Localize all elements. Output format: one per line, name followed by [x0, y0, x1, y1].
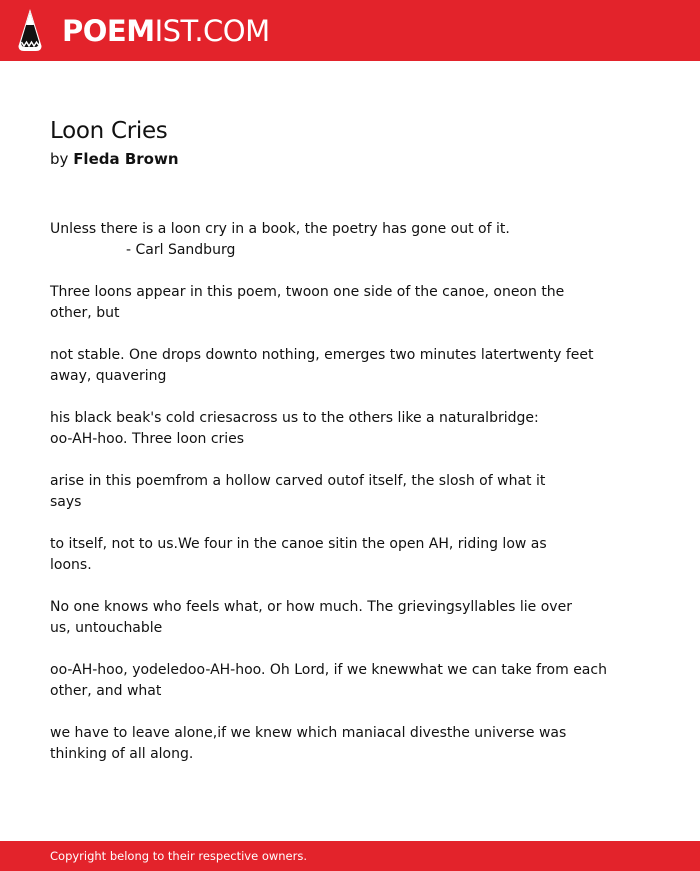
poem-byline [50, 149, 179, 169]
poem-title: Loon Cries [50, 118, 168, 144]
poem-stanza [50, 471, 610, 513]
site-logo[interactable] [62, 12, 270, 50]
poem-stanza [50, 723, 610, 765]
poem-stanza [50, 408, 610, 450]
poem-line: to itself, not to us.We four in the canoe sitin the open AH, riding low as [50, 536, 547, 552]
logo-bold-text: POEM [62, 14, 155, 48]
epigraph-attribution: - Carl Sandburg [126, 242, 236, 258]
poem-line: thinking of all along. [50, 746, 194, 762]
poem-line: us, untouchable [50, 620, 163, 636]
poem-line: other, and what [50, 683, 162, 699]
epigraph-quote: Unless there is a loon cry in a book, the poetry has gone out of it. [50, 221, 510, 237]
poem-line: says [50, 494, 82, 510]
poem-line: Three loons appear in this poem, twoon one side of the canoe, oneon the [50, 284, 565, 300]
by-prefix: by [50, 150, 69, 168]
pencil-icon[interactable] [18, 9, 42, 51]
copyright-notice: Copyright belong to their respective owners. [50, 849, 308, 863]
poem-line: oo-AH-hoo, yodeledoo-AH-hoo. Oh Lord, if we knewwhat we can take from each [50, 662, 607, 678]
poem-stanza [50, 597, 610, 639]
site-header [0, 0, 700, 61]
poem-stanza [50, 660, 610, 702]
poem-line: arise in this poemfrom a hollow carved outof itself, the slosh of what it [50, 473, 546, 489]
logo-light-text: IST.COM [154, 14, 270, 48]
poem-line: away, quavering [50, 368, 167, 384]
poem-line: oo-AH-hoo. Three loon cries [50, 431, 245, 447]
poem-line: we have to leave alone,if we knew which maniacal divesthe universe was [50, 725, 567, 741]
poem-author[interactable]: Fleda Brown [73, 150, 179, 168]
poem-line: other, but [50, 305, 120, 321]
poem-body [50, 219, 610, 765]
poem-stanza [50, 282, 610, 324]
poem-line: loons. [50, 557, 92, 573]
poem-line: No one knows who feels what, or how much. The grievingsyllables lie over [50, 599, 572, 615]
poem-line: not stable. One drops downto nothing, emerges two minutes latertwenty feet [50, 347, 594, 363]
site-footer [0, 841, 700, 871]
poem-stanza [50, 345, 610, 387]
poem-line: his black beak's cold criesacross us to the others like a naturalbridge: [50, 410, 539, 426]
poem-stanza [50, 534, 610, 576]
